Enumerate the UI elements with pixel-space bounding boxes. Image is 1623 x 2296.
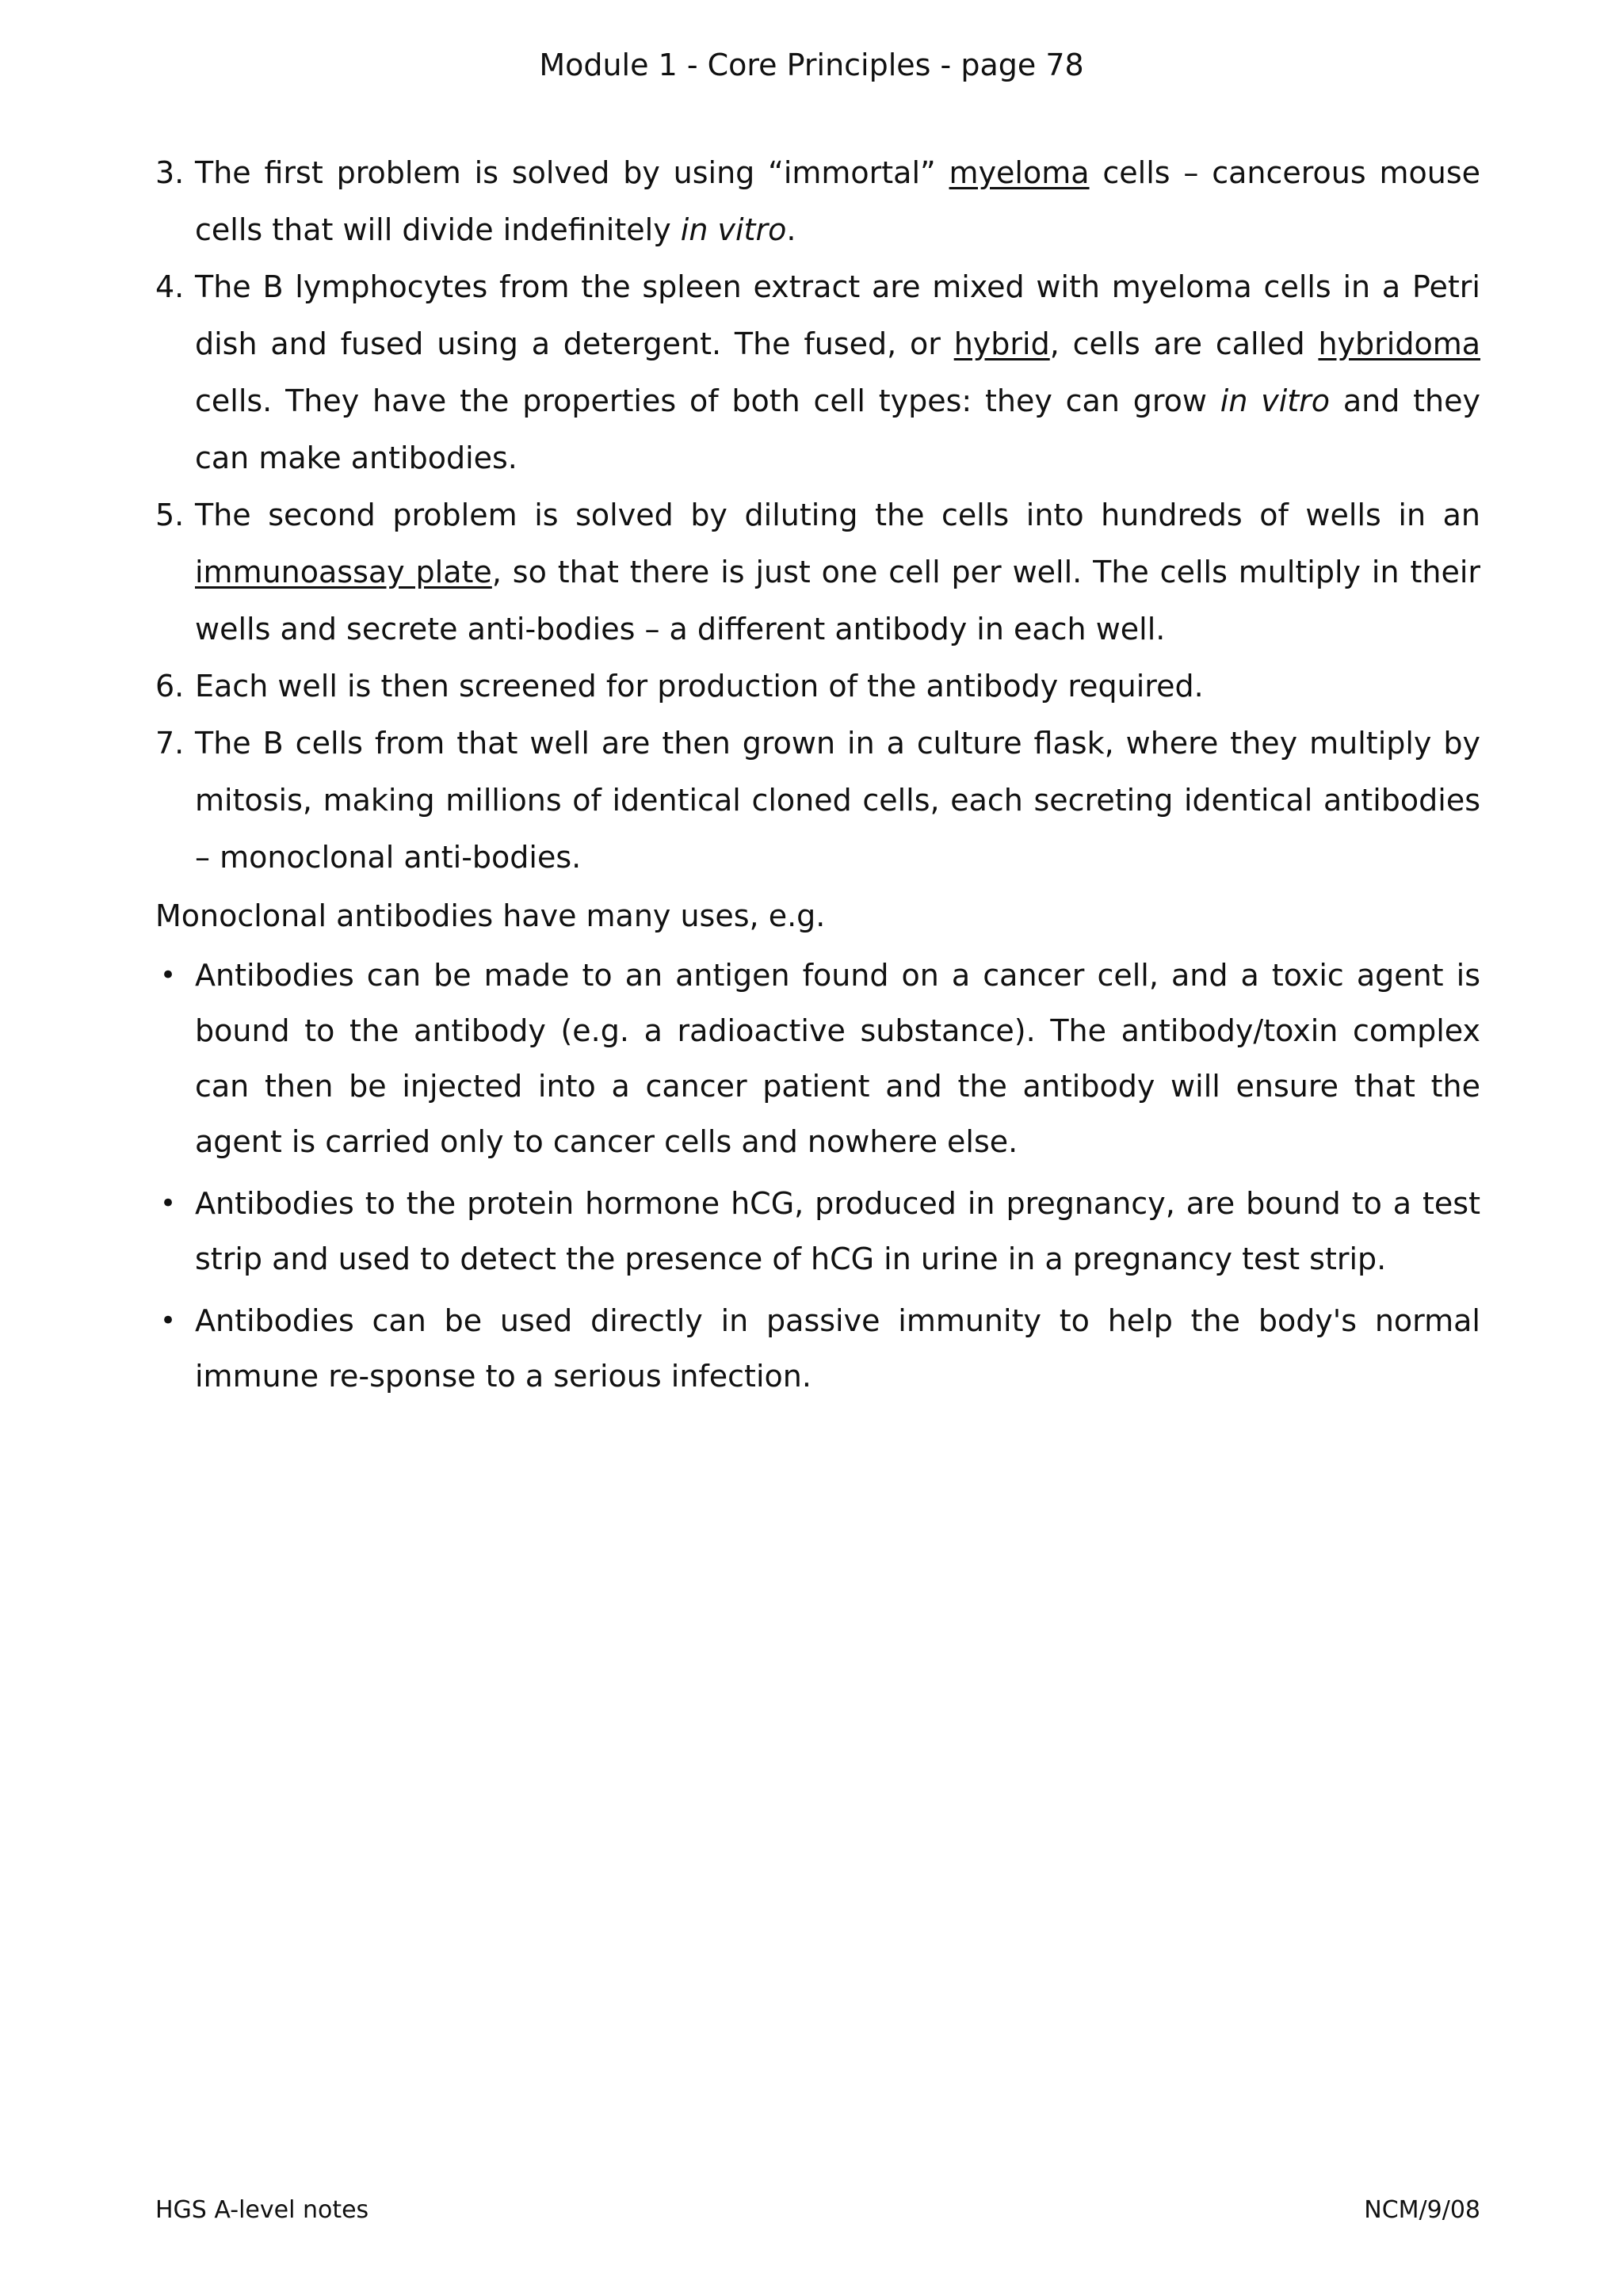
bullet-item [155, 1293, 1480, 1404]
step-text: Each well is then screened for production of the antibody required. [195, 669, 1204, 704]
underlined-term: hybridoma [1318, 326, 1480, 361]
step-number: 4. [155, 269, 185, 304]
uses-intro: Monoclonal antibodies have many uses, e.g. [155, 898, 826, 933]
bullet-text: Antibodies to the protein hormone hCG, produced in pregnancy, are bound to a test strip and used to detect the presence of hCG in urine in a pregnancy test strip. [195, 1186, 1480, 1276]
step-number: 6. [155, 669, 185, 704]
uses-bullet-list [155, 948, 1480, 1410]
underlined-term: immunoassay plate [195, 555, 492, 589]
italic-term: in vitro [680, 212, 787, 247]
step-number: 7. [155, 726, 185, 761]
bullet-icon: • [160, 1305, 177, 1337]
italic-term: in vitro [1220, 383, 1331, 418]
bullet-icon: • [160, 959, 177, 991]
footer-right: NCM/9/08 [1364, 2196, 1480, 2224]
underlined-term: myeloma [949, 155, 1090, 190]
numbered-step [155, 715, 1480, 886]
bullet-text: Antibodies can be used directly in passive immunity to help the body's normal immune re-sponse to a serious infection. [195, 1303, 1480, 1394]
numbered-step [155, 658, 1480, 715]
footer-left: HGS A-level notes [155, 2196, 369, 2224]
numbered-step [155, 258, 1480, 486]
bullet-text: Antibodies can be made to an antigen found on a cancer cell, and a toxic agent is bound to the antibody (e.g. a radioactive substance). The antibody/toxin complex can then be injected into a cancer patient and the antibody will ensure that the agent is carried only to cancer cells and nowhere else. [195, 958, 1480, 1159]
step-text: The second problem is solved by diluting the cells into hundreds of wells in an immunoassay plate, so that there is just one cell per well. The cells multiply in their wells and secrete anti-bodies – a different antibody in each well. [195, 498, 1480, 646]
step-text: The first problem is solved by using “immortal” myeloma cells – cancerous mouse cells that will divide indefinitely in vitro. [195, 155, 1481, 247]
step-number: 3. [155, 155, 185, 190]
step-text: The B cells from that well are then grown in a culture flask, where they multiply by mitosis, making millions of identical cloned cells, each secreting identical antibodies – monoclonal anti-bodies. [195, 726, 1480, 875]
step-number: 5. [155, 498, 185, 532]
page-header: Module 1 - Core Principles - page 78 [539, 48, 1084, 82]
underlined-term: hybrid [953, 326, 1050, 361]
numbered-step [155, 144, 1480, 258]
bullet-item [155, 948, 1480, 1169]
bullet-icon: • [160, 1188, 177, 1219]
bullet-item [155, 1176, 1480, 1287]
numbered-step [155, 486, 1480, 658]
step-text: The B lymphocytes from the spleen extract are mixed with myeloma cells in a Petri dish and fused using a detergent. The fused, or hybrid, cells are called hybridoma cells. They have the properties of both cell types: they can grow in vitro and they can make antibodies. [195, 269, 1480, 475]
numbered-steps-list [155, 144, 1480, 886]
